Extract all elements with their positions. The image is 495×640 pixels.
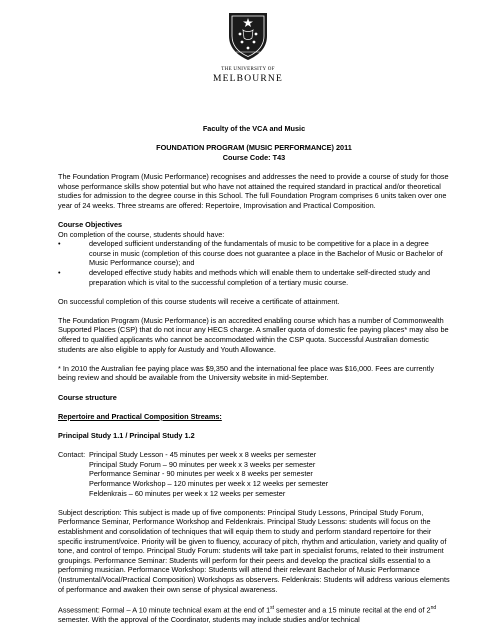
contact-block xyxy=(58,450,450,498)
contact-line: Feldenkrais – 60 minutes per week x 12 weeks per semester xyxy=(89,488,286,498)
contact-line: Performance Workshop – 120 minutes per week x 12 weeks per semester xyxy=(89,478,329,488)
objective-item xyxy=(58,268,450,287)
fee-note: * In 2010 the Australian fee paying place was $9,350 and the international fee place was $16,000. Fees are currently being review and should be available from the University website in mid-September. xyxy=(58,363,435,383)
funding-paragraph: The Foundation Program (Music Performance) is an accredited enabling course which has a number of Commonwealth Supported Places (CSP) that do not incur any HECS charge. A smaller quota of domestic fee paying places* may also be offered to qualified applicants who cannot be accommodated within the CSP quota. Successful Australian domestic students are also eligible to apply for Austudy and Youth Allowance. xyxy=(58,315,449,354)
logo-line-1: THE UNIVERSITY OF xyxy=(221,67,275,72)
contact-label: Contact: xyxy=(58,450,86,460)
bullet-icon: • xyxy=(58,267,61,277)
streams-heading: Repertoire and Practical Composition Streams: xyxy=(58,411,222,421)
objective-text: developed effective study habits and methods which will enable them to undertake self-directed study and preparation which is vital to the successful completion of a tertiary music course. xyxy=(89,267,430,287)
subject-description: Subject description: This subject is made up of five components: Principal Study Lessons, Principal Study Forum, Performance Seminar, Performance Workshop and Feldenkrais. Principal Study Lessons: students will focus on the establishment and consolidation of techniques that will equip them to study and perform standard repertoire for their specific instrument/voice. Priority will be given to fluency, accuracy of pitch, rhythm and articulation, variety and quality of tone, and control of tempo. Principal Study Forum: students will take part in specialist forums, related to their instrument groupings. Performance Seminar: Students will perform for their peers and develop the practical skills essential to a performing musician. Performance Workshop: Students will attend their relevant Bachelor of Music Performance (Instrumental/Vocal/Practical Composition) Workshops as observers. Feldenkrais: Students will address various elements of performance and awaken their own sense of physical awareness. xyxy=(58,507,450,594)
intro-paragraph: The Foundation Program (Music Performance) recognises and addresses the need to provide a course of study for those whose performance skills show potential but who have not attained the required standard in practical and/or theoretical studies for admission to the degree course in this School. The full Foundation Program comprises 6 units taken over one year of 24 weeks. Three streams are offered: Repertoire, Improvisation and Practical Composition. xyxy=(58,171,449,210)
university-logo xyxy=(213,10,283,114)
principal-study-heading: Principal Study 1.1 / Principal Study 1.2 xyxy=(58,431,195,440)
objectives-heading: Course Objectives xyxy=(58,219,123,229)
certificate-note: On successful completion of this course students will receive a certificate of attainment. xyxy=(58,296,340,306)
assessment-text: Assessment: Formal – A 10 minute technical exam at the end of 1st semester and a 15 minute recital at the end of 2nd semester. With the approval of the Coordinator, students may include studies and/or technical xyxy=(58,604,437,624)
objective-item xyxy=(58,239,450,268)
program-title: FOUNDATION PROGRAM (MUSIC PERFORMANCE) 2011 xyxy=(156,143,352,153)
faculty-title: Faculty of the VCA and Music xyxy=(202,124,306,133)
document-body xyxy=(58,124,450,624)
course-code: Course Code: T43 xyxy=(222,152,286,162)
objectives-lead: On completion of the course, students should have: xyxy=(58,229,225,239)
shield-icon xyxy=(226,10,270,62)
objective-text: developed sufficient understanding of the fundamentals of music to be competitive for a place in a degree course in music (completion of this course does not guarantee a place in the Bachelor of Music or Bachelor of Music Performance course); and xyxy=(89,239,443,268)
contact-line: Principal Study Lesson - 45 minutes per week x 8 weeks per semester xyxy=(89,450,317,460)
contact-line: Principal Study Forum – 90 minutes per week x 3 weeks per semester xyxy=(89,459,316,469)
logo-line-2: MELBOURNE xyxy=(213,74,283,84)
bullet-icon: • xyxy=(58,239,61,249)
structure-heading: Course structure xyxy=(58,392,117,402)
contact-line: Performance Seminar - 90 minutes per week x 8 weeks per semester xyxy=(89,469,313,479)
